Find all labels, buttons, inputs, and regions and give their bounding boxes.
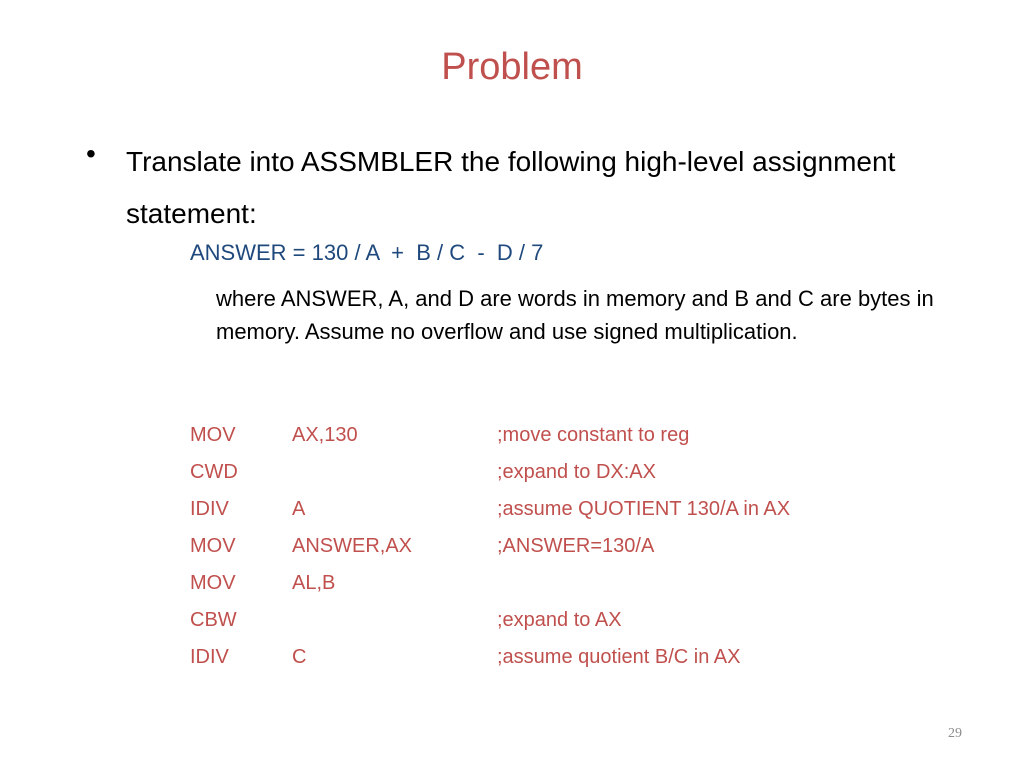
code-comment: ;ANSWER=130/A xyxy=(497,535,655,557)
code-comment: ;assume quotient B/C in AX xyxy=(497,646,741,668)
code-opcode: IDIV xyxy=(190,646,229,668)
code-comment: ;move constant to reg xyxy=(497,424,690,446)
code-comment: ;expand to AX xyxy=(497,609,622,631)
code-operand: ANSWER,AX xyxy=(292,535,413,557)
code-comment: ;expand to DX:AX xyxy=(497,461,656,483)
code-opcode: CWD xyxy=(190,461,238,483)
bullet-marker: • xyxy=(86,138,96,169)
page-number: 29 xyxy=(948,726,962,741)
slide-title: Problem xyxy=(441,46,583,88)
description-text: where ANSWER, A, and D are words in memory and B and C are bytes in memory. Assume no overflow and use signed multiplication. xyxy=(216,286,934,344)
code-operand: AX,130 xyxy=(292,424,358,446)
code-opcode: MOV xyxy=(190,572,236,594)
code-opcode: CBW xyxy=(190,609,237,631)
equation: ANSWER = 130 / A + B / C - D / 7 xyxy=(190,240,544,265)
code-opcode: IDIV xyxy=(190,498,229,520)
code-opcode: MOV xyxy=(190,424,236,446)
code-operand: A xyxy=(292,498,306,520)
bullet-text: Translate into ASSMBLER the following high-level assignment statement: xyxy=(126,146,896,229)
code-operand: C xyxy=(292,646,307,668)
code-operand: AL,B xyxy=(292,572,336,594)
code-opcode: MOV xyxy=(190,535,236,557)
code-comment: ;assume QUOTIENT 130/A in AX xyxy=(497,498,791,520)
